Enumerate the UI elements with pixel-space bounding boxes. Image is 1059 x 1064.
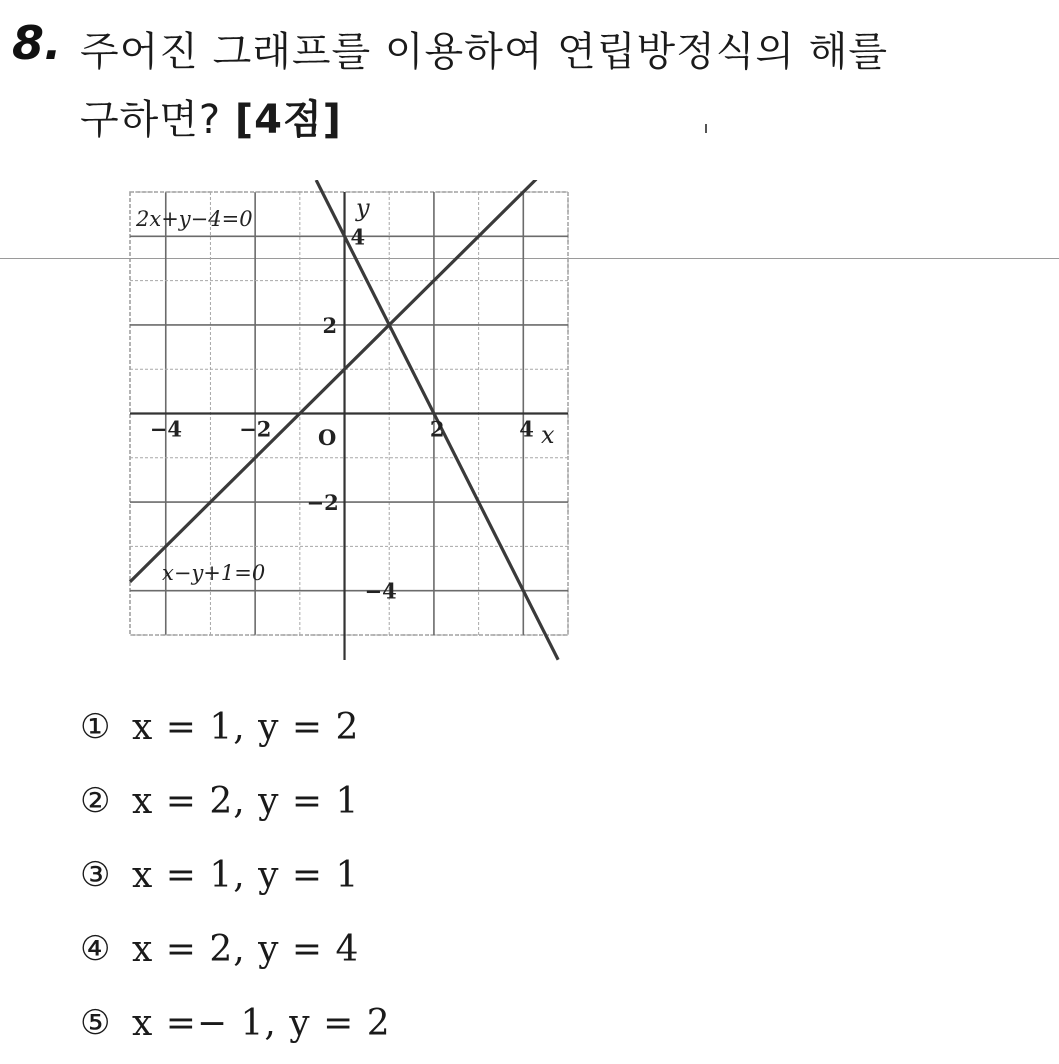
- y-tick-label: −2: [306, 490, 339, 516]
- choice-1-text: x = 1, y = 2: [132, 706, 360, 748]
- choice-5-text: x =− 1, y = 2: [132, 1002, 391, 1044]
- x-tick-label: −2: [239, 416, 272, 442]
- answer-choices: [80, 690, 391, 1060]
- choice-4-text: x = 2, y = 4: [132, 928, 360, 970]
- graph-svg: [118, 180, 578, 670]
- x-tick-label: 2: [429, 416, 445, 442]
- question-text-line-1: 주어진 그래프를 이용하여 연립방정식의 해를: [80, 29, 889, 75]
- question-number: 8.: [12, 16, 62, 70]
- x-axis-label: x: [541, 421, 555, 449]
- question-text-line-2-body: 구하면?: [80, 97, 222, 143]
- question-points: [4점]: [234, 97, 342, 143]
- equation-label-a: 2x+y−4=0: [136, 207, 253, 231]
- choice-3-marker: ③: [80, 855, 111, 895]
- choice-3[interactable]: [80, 838, 391, 912]
- coordinate-graph: [118, 180, 578, 670]
- axes: [130, 192, 568, 660]
- y-tick-label: 2: [322, 312, 338, 338]
- question-text-line-2: [80, 88, 342, 145]
- origin-label: O: [318, 425, 337, 450]
- choice-2[interactable]: [80, 764, 391, 838]
- choice-2-marker: ②: [80, 781, 111, 821]
- y-tick-label: 4: [350, 224, 366, 250]
- choice-5[interactable]: [80, 986, 391, 1060]
- x-tick-label: 4: [519, 416, 534, 442]
- choice-4[interactable]: [80, 912, 391, 986]
- choice-1-marker: ①: [80, 707, 111, 747]
- line-x-minus-y-plus-1: [130, 180, 536, 582]
- y-axis-label: y: [356, 194, 370, 222]
- choice-4-marker: ④: [80, 929, 111, 969]
- choice-3-text: x = 1, y = 1: [132, 854, 360, 896]
- choice-5-marker: ⑤: [80, 1003, 111, 1043]
- choice-1[interactable]: [80, 690, 391, 764]
- choice-2-text: x = 2, y = 1: [132, 780, 360, 822]
- x-tick-label: −4: [149, 416, 182, 442]
- y-tick-label: −4: [364, 578, 397, 604]
- stray-mark: [705, 124, 707, 133]
- equation-label-b: x−y+1=0: [162, 561, 266, 585]
